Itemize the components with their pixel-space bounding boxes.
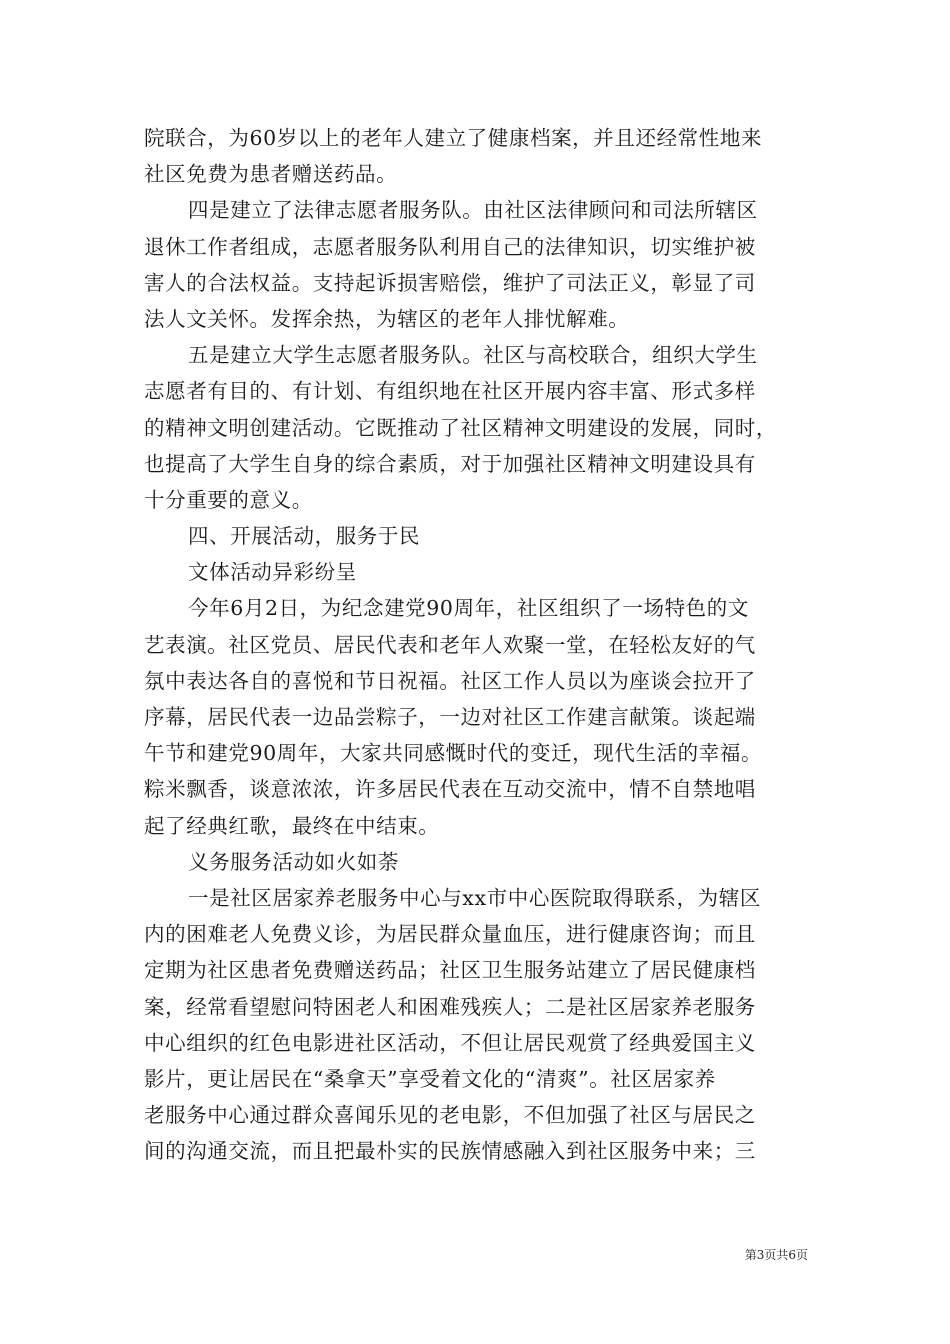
paragraph-line: 中心组织的红色电影进社区活动，不但让居民观赏了经典爱国主义 bbox=[144, 1030, 756, 1055]
paragraph-line: 退休工作者组成，志愿者服务队利用自己的法律知识，切实维护被 bbox=[144, 234, 756, 259]
paragraph-line: 的精神文明创建活动。它既推动了社区精神文明建设的发展，同时， bbox=[144, 415, 777, 440]
paragraph-first-line: 文体活动异彩纷呈 bbox=[188, 560, 357, 585]
paragraph-line: 也提高了大学生自身的综合素质，对于加强社区精神文明建设具有 bbox=[144, 451, 756, 476]
paragraph-line: 法人文关怀。发挥余热，为辖区的老年人排忧解难。 bbox=[144, 306, 630, 331]
paragraph-line: 序幕，居民代表一边品尝粽子，一边对社区工作建言献策。谈起端 bbox=[144, 705, 756, 729]
paragraph-line: 案，经常看望慰问特困老人和困难残疾人；二是社区居家养老服务 bbox=[144, 994, 756, 1019]
paragraph-line: 艺表演。社区党员、居民代表和老年人欢聚一堂，在轻松友好的气 bbox=[144, 632, 756, 657]
paragraph-line: 定期为社区患者免费赠送药品；社区卫生服务站建立了居民健康档 bbox=[144, 958, 756, 983]
paragraph-line: 院联合，为60岁以上的老年人建立了健康档案，并且还经常性地来 bbox=[144, 126, 763, 150]
paragraph-first-line: 一是社区居家养老服务中心与xx市中心医院取得联系，为辖区 bbox=[188, 885, 761, 910]
paragraph-line: 志愿者有目的、有计划、有组织地在社区开展内容丰富、形式多样 bbox=[144, 379, 756, 404]
document-body bbox=[144, 120, 808, 1169]
paragraph-line: 间的沟通交流，而且把最朴实的民族情感融入到社区服务中来；三 bbox=[144, 1139, 756, 1164]
paragraph-first-line: 四是建立了法律志愿者服务队。由社区法律顾问和司法所辖区 bbox=[188, 198, 758, 223]
paragraph-line: 老服务中心通过群众喜闻乐见的老电影，不但加强了社区与居民之 bbox=[144, 1103, 756, 1128]
paragraph-first-line: 五是建立大学生志愿者服务队。社区与高校联合，组织大学生 bbox=[188, 343, 758, 368]
paragraph-first-line: 义务服务活动如火如荼 bbox=[188, 849, 399, 874]
paragraph-first-line: 今年6月2日，为纪念建党90周年，社区组织了一场特色的文 bbox=[188, 596, 749, 621]
page-number: 第3页共6页 bbox=[744, 1248, 808, 1262]
paragraph-first-line: 四、开展活动，服务于民 bbox=[188, 524, 421, 549]
paragraph-line: 十分重要的意义。 bbox=[144, 487, 313, 512]
paragraph-line: 内的困难老人免费义诊，为居民群众量血压，进行健康咨询；而且 bbox=[144, 922, 756, 947]
paragraph-line: 粽米飘香，谈意浓浓，许多居民代表在互动交流中，情不自禁地唱 bbox=[144, 777, 756, 802]
paragraph-line: 害人的合法权益。支持起诉损害赔偿，维护了司法正义，彰显了司 bbox=[144, 270, 756, 295]
paragraph-line: 影片，更让居民在“桑拿天”享受着文化的“清爽”。社区居家养 bbox=[144, 1066, 716, 1091]
paragraph-line: 午节和建党90周年，大家共同感慨时代的变迁，现代生活的幸福。 bbox=[144, 741, 763, 766]
paragraph-line: 起了经典红歌，最终在中结束。 bbox=[144, 813, 440, 838]
paragraph-line: 氛中表达各自的喜悦和节日祝福。社区工作人员以为座谈会拉开了 bbox=[144, 668, 756, 693]
paragraph-line: 社区免费为患者赠送药品。 bbox=[144, 162, 398, 187]
